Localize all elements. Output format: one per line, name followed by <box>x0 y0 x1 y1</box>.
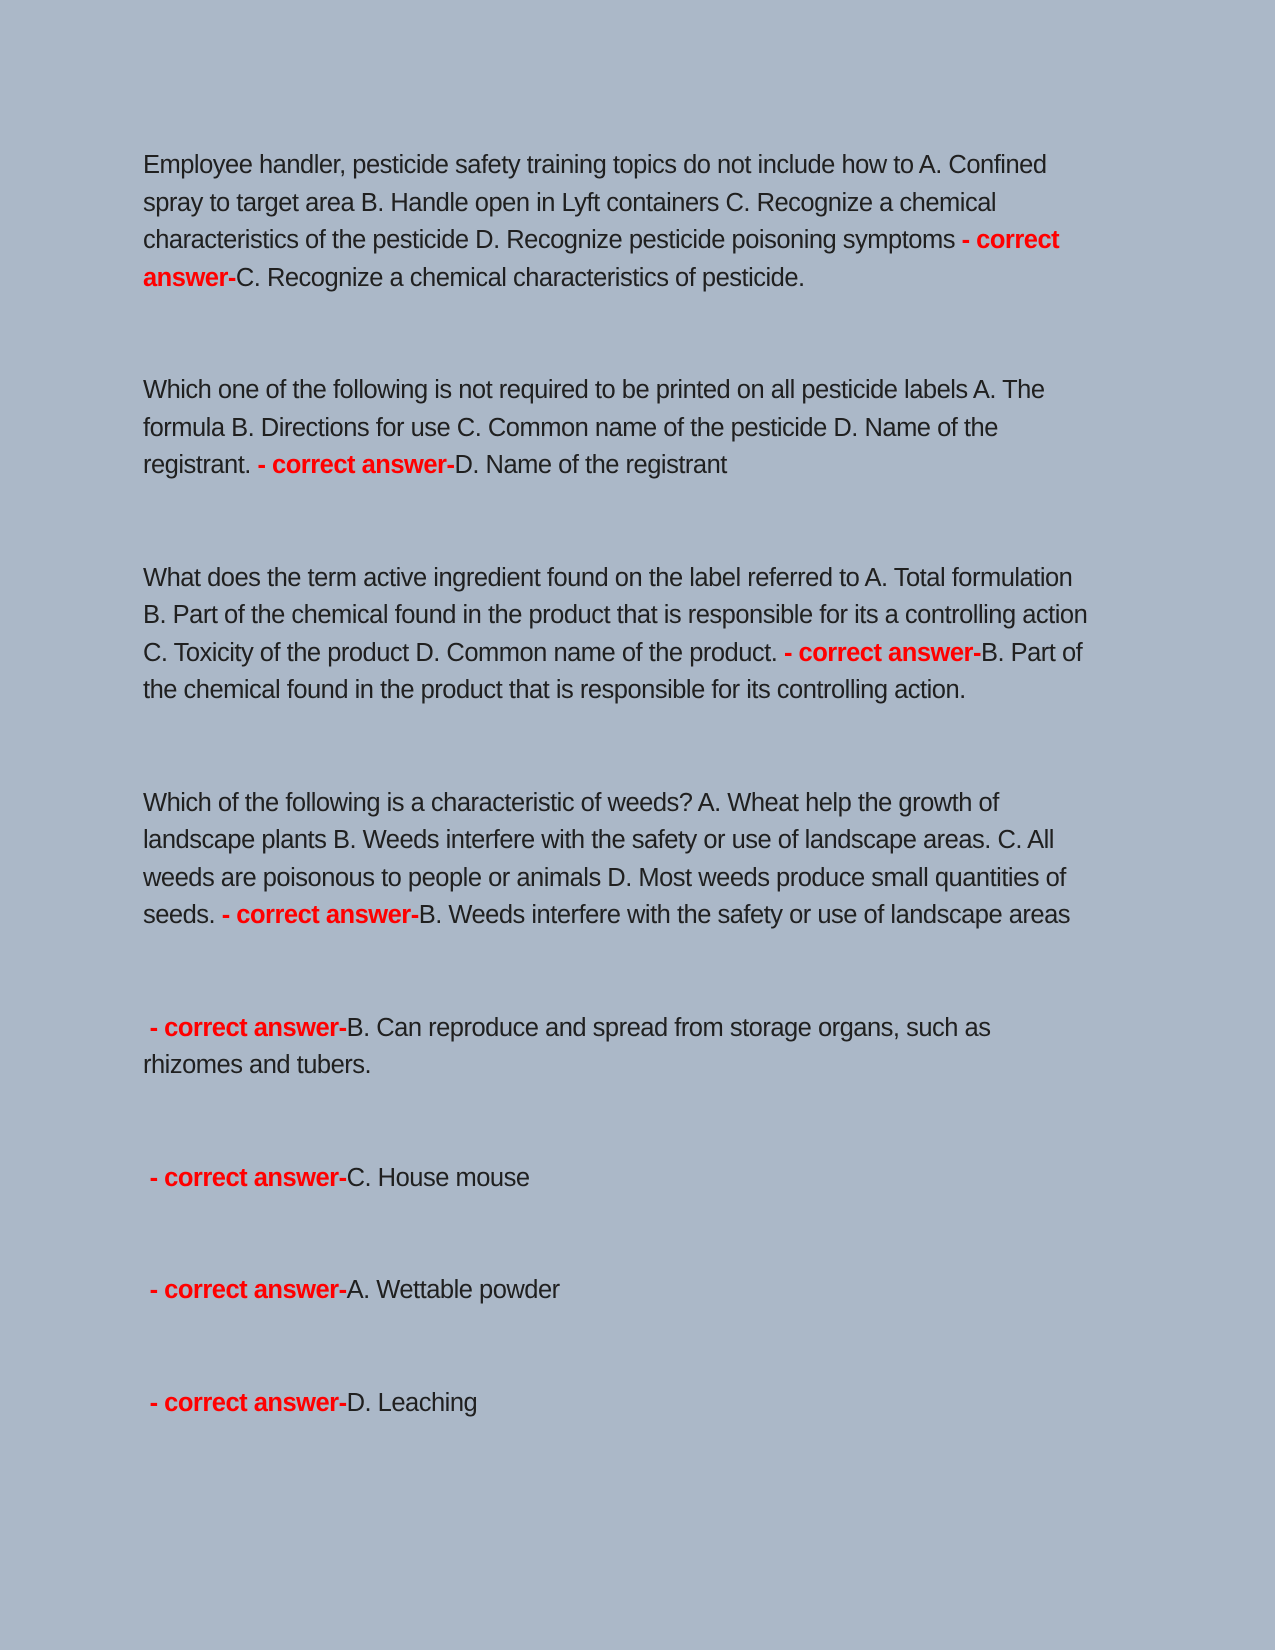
correct-answer-marker: - correct answer- <box>149 1388 347 1417</box>
qa-paragraph <box>143 372 1088 485</box>
qa-paragraph <box>143 785 1088 935</box>
correct-answer-marker: - correct answer- <box>257 451 455 479</box>
qa-paragraph <box>143 147 1088 297</box>
question-answer-text: C. House mouse <box>346 1163 530 1192</box>
question-answer-text <box>143 1389 150 1417</box>
qa-paragraph <box>143 1160 1088 1198</box>
question-answer-text: What does the term active ingredient found on the label referred to A. Total formulation B. Part of the chemical found in the product that is responsible for its a controlling action C. Toxicity of the product D. Common name of the product. <box>143 563 1094 667</box>
correct-answer-marker: - correct answer- <box>143 226 1066 292</box>
correct-answer-marker: - correct answer- <box>221 901 419 929</box>
question-answer-text: Which one of the following is not required to be printed on all pesticide labels A. The formula B. Directions for use C. Common name of the pesticide D. Name of the registrant. <box>143 376 1052 479</box>
question-answer-text: C. Recognize a chemical characteristics of pesticide. <box>235 263 805 292</box>
question-answer-text <box>143 1014 150 1042</box>
question-answer-text: Which of the following is a characteristic of weeds? A. Wheat help the growth of landscape plants B. Weeds interfere with the safety or use of landscape areas. C. All weeds are poisonous to people or animals D. Most weeds produce small quantities of seeds. <box>143 788 1073 929</box>
document-content <box>143 147 1094 1422</box>
question-answer-text: B. Weeds interfere with the safety or use of landscape areas <box>418 901 1071 929</box>
correct-answer-marker: - correct answer- <box>149 1163 347 1192</box>
correct-answer-marker: - correct answer- <box>149 1276 347 1304</box>
question-answer-text: D. Name of the registrant <box>454 451 727 479</box>
qa-paragraph <box>143 560 1094 710</box>
qa-paragraph <box>143 1385 1088 1423</box>
question-answer-text: D. Leaching <box>346 1388 478 1417</box>
question-answer-text <box>143 1276 150 1304</box>
question-answer-text: Employee handler, pesticide safety training topics do not include how to A. Confined spray to target area B. Handle open in Lyft containers C. Recognize a chemical characteristics of the pesticide D. Recognize pesticide poisoning symptoms <box>143 151 1054 254</box>
question-answer-text: B. Can reproduce and spread from storage organs, such as rhizomes and tubers. <box>143 1013 998 1079</box>
correct-answer-marker: - correct answer- <box>783 638 981 667</box>
question-answer-text: B. Part of the chemical found in the product that is responsible for its controlling action. <box>143 638 1089 704</box>
correct-answer-marker: - correct answer- <box>149 1013 347 1042</box>
question-answer-text <box>143 1164 150 1192</box>
question-answer-text: A. Wettable powder <box>346 1276 560 1304</box>
qa-paragraph <box>143 1010 1088 1085</box>
qa-paragraph <box>143 1272 1088 1310</box>
